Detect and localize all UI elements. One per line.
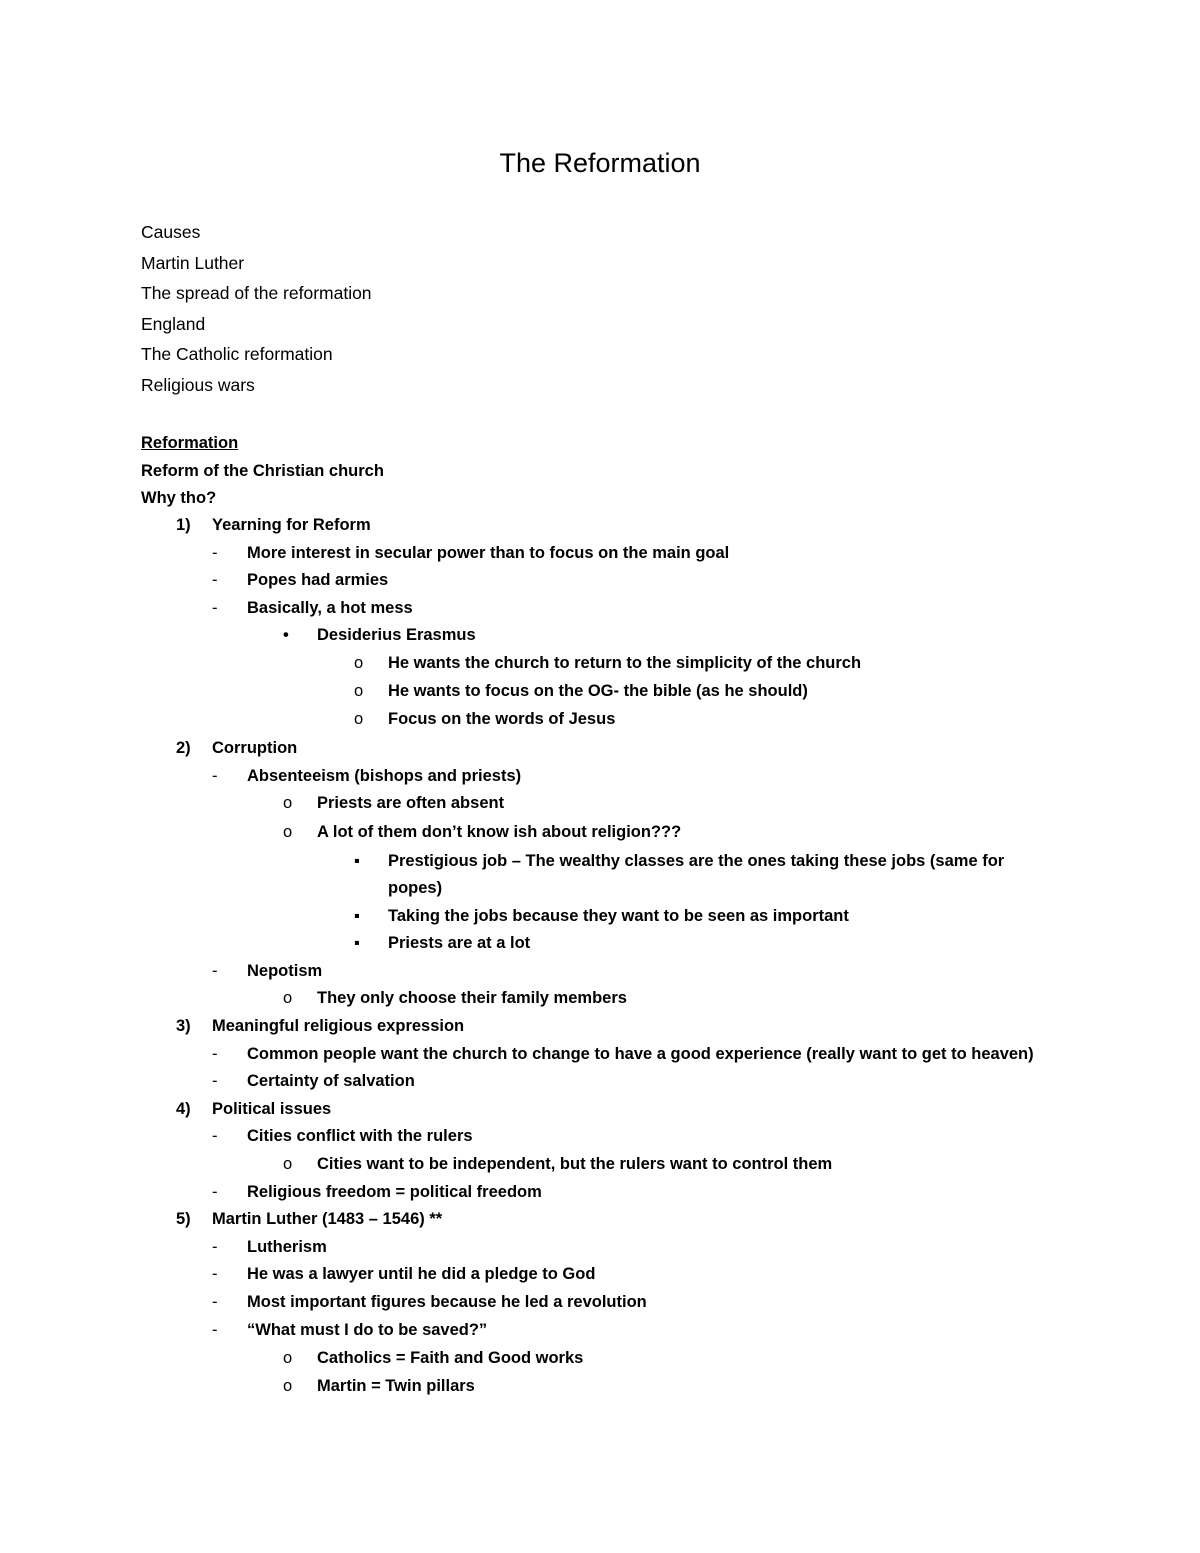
list-item: They only choose their family members xyxy=(317,989,627,1007)
section-question: Why tho? xyxy=(141,489,217,507)
list-item: Priests are often absent xyxy=(317,794,505,812)
list-item: Catholics = Faith and Good works xyxy=(317,1349,584,1367)
list-number: 1) xyxy=(176,516,191,534)
list-item: He wants to focus on the OG- the bible (as he should) xyxy=(388,682,808,700)
list-item: Focus on the words of Jesus xyxy=(388,710,616,728)
list-item: Meaningful religious expression xyxy=(212,1017,465,1035)
list-item: Political issues xyxy=(212,1100,332,1118)
dash-marker: - xyxy=(212,599,218,617)
list-item: Basically, a hot mess xyxy=(247,599,413,617)
list-item: “What must I do to be saved?” xyxy=(247,1321,488,1339)
circle-marker: o xyxy=(354,654,364,672)
contents-item-martin-luther: Martin Luther xyxy=(141,253,245,273)
list-item: He was a lawyer until he did a pledge to God xyxy=(247,1265,596,1283)
list-item: Martin Luther (1483 – 1546) ** xyxy=(212,1210,443,1228)
dash-marker: - xyxy=(212,1321,218,1339)
contents-item-spread: The spread of the reformation xyxy=(141,283,372,303)
bullet-marker: • xyxy=(283,626,289,644)
circle-marker: o xyxy=(283,989,293,1007)
section-subheading: Reform of the Christian church xyxy=(141,462,384,480)
dash-marker: - xyxy=(212,544,218,562)
list-item: Cities conflict with the rulers xyxy=(247,1127,473,1145)
list-item: Taking the jobs because they want to be seen as important xyxy=(388,907,849,925)
list-item: Certainty of salvation xyxy=(247,1072,415,1090)
dash-marker: - xyxy=(212,571,218,589)
circle-marker: o xyxy=(354,682,364,700)
list-item: Nepotism xyxy=(247,962,323,980)
circle-marker: o xyxy=(283,1377,293,1395)
dash-marker: - xyxy=(212,962,218,980)
square-marker: ▪ xyxy=(354,934,360,952)
list-item: More interest in secular power than to focus on the main goal xyxy=(247,544,730,562)
list-item: Yearning for Reform xyxy=(212,516,371,534)
dash-marker: - xyxy=(212,1045,218,1063)
square-marker: ▪ xyxy=(354,907,360,925)
list-number: 4) xyxy=(176,1100,191,1118)
list-item: Common people want the church to change to have a good experience (really want to get to heaven) xyxy=(247,1045,1034,1063)
contents-item-catholic-reformation: The Catholic reformation xyxy=(141,344,333,364)
list-item: Popes had armies xyxy=(247,571,389,589)
dash-marker: - xyxy=(212,767,218,785)
list-item-continuation: popes) xyxy=(388,879,443,897)
list-item: Priests are at a lot xyxy=(388,934,531,952)
contents-item-religious-wars: Religious wars xyxy=(141,375,255,395)
square-marker: ▪ xyxy=(354,852,360,870)
section-heading: Reformation xyxy=(141,434,239,452)
list-number: 5) xyxy=(176,1210,191,1228)
list-number: 3) xyxy=(176,1017,191,1035)
circle-marker: o xyxy=(283,1155,293,1173)
list-item: Prestigious job – The wealthy classes are the ones taking these jobs (same for xyxy=(388,852,1005,870)
list-item: A lot of them don’t know ish about religion??? xyxy=(317,823,682,841)
list-item: Martin = Twin pillars xyxy=(317,1377,475,1395)
dash-marker: - xyxy=(212,1293,218,1311)
list-item: Religious freedom = political freedom xyxy=(247,1183,542,1201)
dash-marker: - xyxy=(212,1183,218,1201)
list-item: Most important figures because he led a revolution xyxy=(247,1293,647,1311)
contents-item-causes: Causes xyxy=(141,222,201,242)
list-item: Desiderius Erasmus xyxy=(317,626,476,644)
contents-item-england: England xyxy=(141,314,206,334)
dash-marker: - xyxy=(212,1265,218,1283)
list-item: Absenteeism (bishops and priests) xyxy=(247,767,522,785)
page-title: The Reformation xyxy=(499,148,701,178)
list-item: Lutherism xyxy=(247,1238,327,1256)
circle-marker: o xyxy=(283,1349,293,1367)
circle-marker: o xyxy=(283,823,293,841)
circle-marker: o xyxy=(354,710,364,728)
list-item: Corruption xyxy=(212,739,298,757)
list-number: 2) xyxy=(176,739,191,757)
list-item: Cities want to be independent, but the rulers want to control them xyxy=(317,1155,833,1173)
dash-marker: - xyxy=(212,1238,218,1256)
dash-marker: - xyxy=(212,1127,218,1145)
list-item: He wants the church to return to the simplicity of the church xyxy=(388,654,862,672)
dash-marker: - xyxy=(212,1072,218,1090)
circle-marker: o xyxy=(283,794,293,812)
